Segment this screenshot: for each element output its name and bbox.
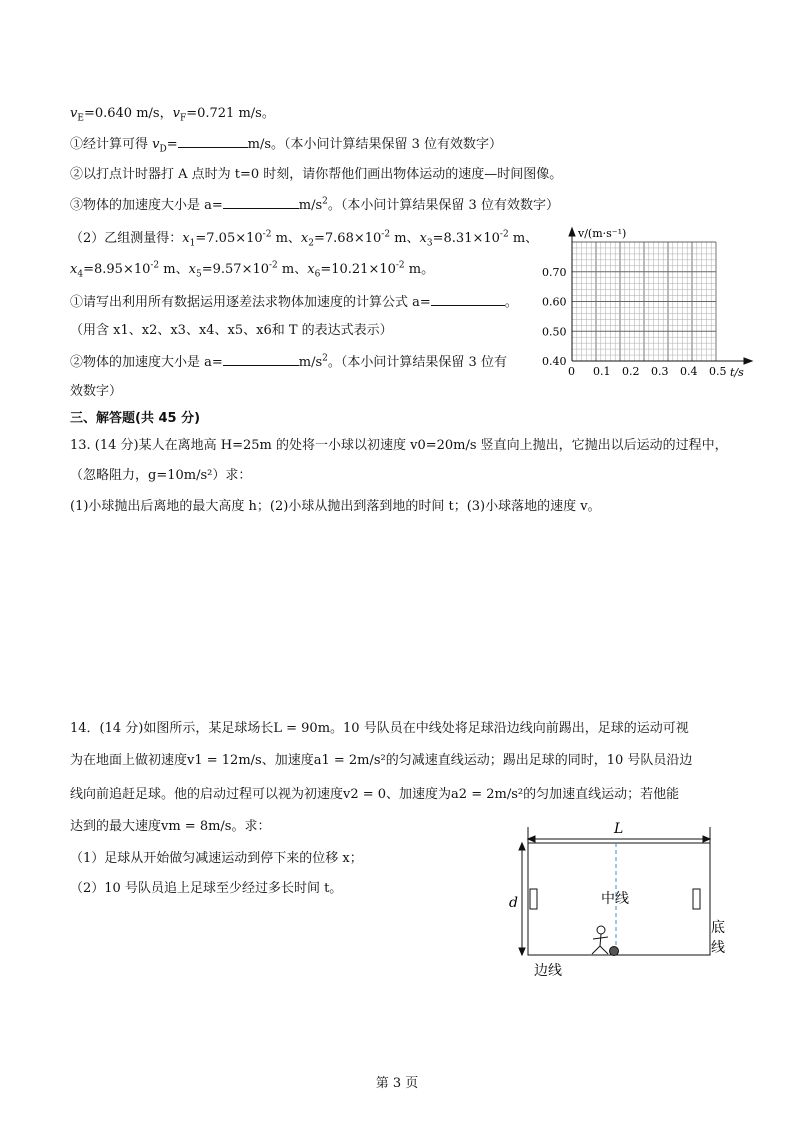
vE-value: 0.640 m/s — [94, 106, 160, 121]
y-axis-arrow — [569, 228, 575, 236]
x-tick-label: 0.3 — [651, 365, 669, 378]
label-endline-2: 线 — [711, 940, 725, 956]
label-endline-1: 底 — [711, 920, 725, 936]
field-diagram — [500, 815, 740, 985]
q13-line1: 13. (14 分)某人在离地高 H=25m 的处将一小球以初速度 v0=20m/s 竖直向上抛出，它抛出以后运动的过程中， — [70, 438, 728, 453]
answer-blank-formula[interactable] — [431, 293, 505, 306]
q14-line2: 为在地面上做初速度v1 = 12m/s、加速度a1 = 2m/s²的匀减速直线运动；踢出足球的同时，10 号队员沿边 — [70, 753, 693, 768]
y-tick-label: 0.50 — [542, 325, 567, 339]
q14-line4: 达到的最大速度vm = 8m/s。求： — [70, 819, 271, 834]
q13-line3: (1)小球抛出后离地的最大高度 h；(2)小球从抛出到落到地的时间 t；(3)小球落地的速度 v。 — [70, 499, 601, 514]
graph-grid — [572, 242, 716, 361]
q12-group2-line2: $x_4=8.95\times 10^{-2}$ m、$x_5=9.57\times 10^{-2}$ m、$x_6=10.21\times 10^{-2}$ m。 — [70, 260, 435, 280]
q12-item2: ②以打点计时器打 A 点时为 t=0 时刻，请你帮他们画出物体运动的速度—时间图像。 — [70, 167, 563, 182]
x-tick-label: 0.4 — [680, 365, 698, 378]
q12-group2-line1: （2）乙组测量得：$x_1=7.05\times 10^{-2}$ m、$x_2=7.68\times 10^{-2}$ m、$x_3=8.31\times 10^{-2}$ m、 — [70, 229, 539, 249]
vF-value: 0.721 m/s — [197, 106, 262, 121]
left-goal — [530, 889, 537, 909]
x-tick-label: 0 — [568, 365, 575, 378]
x-axis-label: t/s — [730, 366, 744, 379]
q14-sub1: （1）足球从开始做匀减速运动到停下来的位移 x； — [70, 851, 363, 866]
x-tick-label: 0.1 — [593, 365, 611, 378]
q12-group2-item2-cont: 效数字） — [70, 384, 123, 399]
q14-sub2: （2）10 号队员追上足球至少经过多长时间 t。 — [70, 881, 343, 896]
page-number: 第 3 页 — [375, 1076, 419, 1091]
q13-line2: （忽略阻力，g=10m/s²）求： — [70, 468, 252, 483]
x-tick-label: 0.2 — [622, 365, 640, 378]
velocity-values-line: $v_E=0.640$ m/s，$v_F=0.721$ m/s。 — [70, 106, 275, 124]
right-goal — [693, 889, 700, 909]
y-tick-label: 0.40 — [542, 355, 567, 368]
q14-line1: 14．(14 分)如图所示，某足球场长L = 90m。10 号队员在中线处将足球沿边线向前踢出，足球的运动可视 — [70, 721, 689, 736]
y-tick-label: 0.60 — [542, 295, 567, 309]
y-tick-label: 0.70 — [542, 266, 567, 279]
answer-blank-a1[interactable] — [223, 196, 299, 209]
answer-blank-vD[interactable] — [178, 135, 248, 148]
q12-group2-item2: ②物体的加速度大小是 $a= m/s^2$。（本小问计算结果保留 3 位有 — [70, 353, 507, 370]
q12-item1: ①经计算可得 $v_D= m/s$。（本小问计算结果保留 3 位有效数字） — [70, 137, 503, 155]
x-axis-arrow — [744, 358, 752, 364]
ball — [610, 947, 619, 956]
y-axis-label: v/(m·s⁻¹) — [578, 227, 627, 240]
q12-group2-item1: ①请写出利用所有数据运用逐差法求物体加速度的计算公式 a= 。 — [70, 295, 518, 310]
answer-blank-a2[interactable] — [223, 353, 299, 366]
section3-title: 三、解答题(共 45 分) — [70, 411, 201, 426]
label-d: d — [509, 895, 518, 911]
x-tick-label: 0.5 — [709, 365, 727, 378]
label-sideline: 边线 — [534, 963, 562, 979]
player-figure — [592, 926, 608, 954]
q12-item3: ③物体的加速度大小是 $a= m/s^2$。（本小问计算结果保留 3 位有效数字） — [70, 196, 559, 213]
q14-line3: 线向前追赶足球。他的启动过程可以视为初速度v2 = 0、加速度为a2 = 2m/s²的匀加速直线运动；若他能 — [70, 787, 680, 802]
vt-graph[interactable] — [540, 222, 755, 382]
q12-group2-note: （用含 x1、x2、x3、x4、x5、x6和 T 的表达式表示） — [70, 323, 393, 338]
label-L: L — [614, 821, 624, 837]
label-center-line: 中线 — [601, 891, 629, 907]
